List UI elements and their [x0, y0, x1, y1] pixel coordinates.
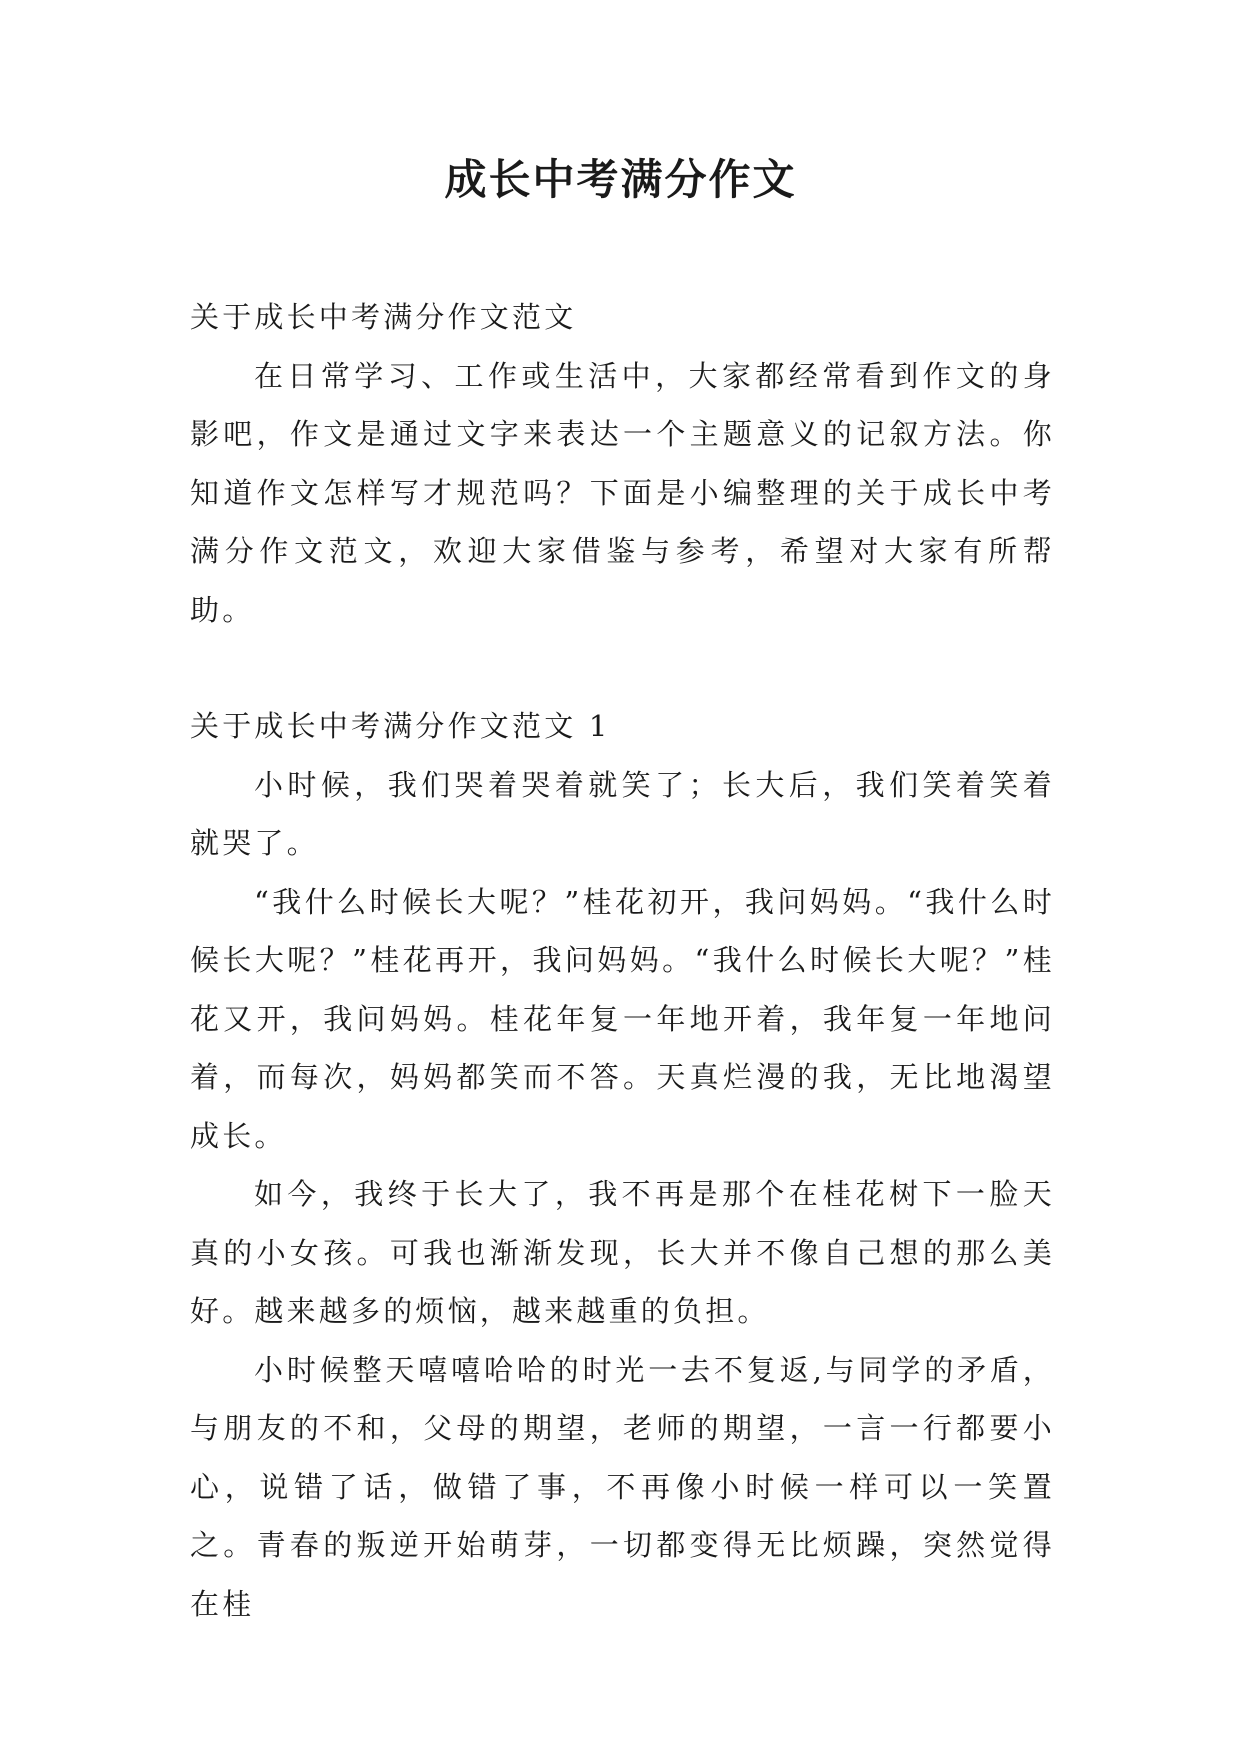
essay-paragraph-2: “我什么时候长大呢？”桂花初开，我问妈妈。“我什么时候长大呢？”桂花再开，我问妈妈。“我什么时候长大呢？”桂花又开，我问妈妈。桂花年复一年地开着，我年复一年地问着，而每次，妈妈都笑而不答。天真烂漫的我，无比地渴望成长。 — [190, 884, 1055, 1153]
document-body — [190, 288, 1055, 1633]
section-spacer — [190, 639, 1055, 697]
intro-heading: 关于成长中考满分作文范文 — [190, 300, 577, 334]
essay-paragraph-4: 小时候整天嘻嘻哈哈的时光一去不复返,与同学的矛盾，与朋友的不和，父母的期望，老师的期望，一言一行都要小心，说错了话，做错了事，不再像小时候一样可以一笑置之。青春的叛逆开始萌芽，一切都变得无比烦躁，突然觉得在桂 — [190, 1352, 1055, 1621]
essay-paragraph-3: 如今，我终于长大了，我不再是那个在桂花树下一脸天真的小女孩。可我也渐渐发现，长大并不像自己想的那么美好。越来越多的烦恼，越来越重的负担。 — [190, 1177, 1055, 1328]
section-heading: 关于成长中考满分作文范文 1 — [190, 709, 611, 743]
document-title: 成长中考满分作文 — [444, 155, 797, 204]
intro-paragraph: 在日常学习、工作或生活中，大家都经常看到作文的身影吧，作文是通过文字来表达一个主题意义的记叙方法。你知道作文怎样写才规范吗？下面是小编整理的关于成长中考满分作文范文，欢迎大家借鉴与参考，希望对大家有所帮助。 — [190, 358, 1055, 627]
essay-paragraph-1: 小时候，我们哭着哭着就笑了；长大后，我们笑着笑着就哭了。 — [190, 767, 1055, 860]
